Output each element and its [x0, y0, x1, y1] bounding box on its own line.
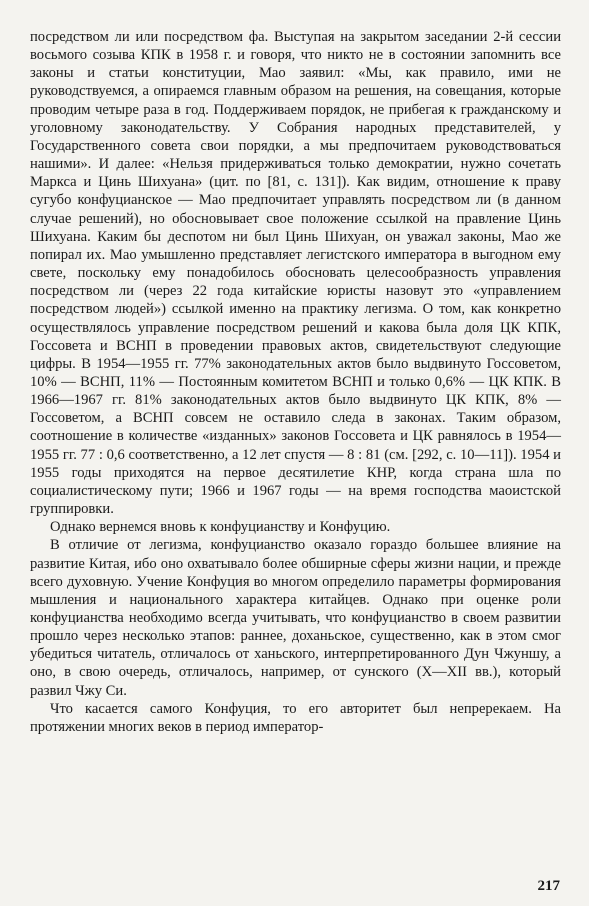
page-number: 217 [537, 878, 560, 894]
paragraph-confucianism-influence: В отличие от легизма, конфуцианство оказало гораздо большее влияние на развитие Китая, ибо оно охватывало более обширные сферы жизни нации, и прежде всего духовную. Учение Конфуция во многом определило параметры формирования мышления и национального характера китайцев. Однако при оценке роли конфуцианства необходимо всегда учитывать, что конфуцианство в своем развитии прошло через несколько этапов: раннее, доханьское, существенно, как в этом смог убедиться читатель, отличалось от ханьского, интерпретированного Дун Чжуншу, а оно, в свою очередь, отличалось, например, от сунского (X—XII вв.), который развил Чжу Си. [30, 537, 561, 699]
paragraph-confucius-authority: Что касается самого Конфуция, то его авторитет был непререкаем. На протяжении многих веков в период император- [30, 700, 561, 735]
paragraph-legism-law: посредством ли или посредством фа. Выступая на закрытом заседании 2-й сессии восьмого созыва КПК в 1958 г. и говоря, что никто не в состоянии запомнить все законы и статьи конституции, Мао заявил: «Мы, как правило, ими не руководствуемся, а опираемся главным образом на решения, на совещания, которые проводим четыре раза в год. Поддерживаем порядок, не прибегая к гражданскому и уголовному законодательству. У Собрания народных представителей, у Государственного совета свои порядки, а мы предпочитаем руководствоваться нашими». И далее: «Нельзя придерживаться только демократии, нужно сочетать Маркса и Цинь Шихуана» (цит. по [81, с. 131]). Как видим, отношение к праву сугубо конфуцианское — Мао предпочитает управлять посредством ли (в данном случае решений), но обосновывает свое положение ссылкой на правление Цинь Шихуана. Каким бы деспотом ни был Цинь Шихуан, он уважал законы, Мао же попирал их. Мао умышленно представляет легистского императора в выгодном ему свете, поскольку ему понадобилось обосновать целесообразность управления посредством ли (через 22 года китайские юристы назовут это «управлением посредством людей») ссылкой именно на практику легизма. О том, как конкретно осуществлялось управление посредством решений и какова была доля ЦК КПК, Госсовета и ВСНП в проведении правовых актов, свидетельствуют следующие цифры. В 1954—1955 гг. 77% законодательных актов было выдвинуто Госсоветом, 10% — ВСНП, 11% — Постоянным комитетом ВСНП и только 0,6% — ЦК КПК. В 1966—1967 гг. 81% законодательных актов было выдвинуто ЦК КПК, 8% — Госсоветом, а ВСНП совсем не оставило следа в законах. Таким образом, соотношение в количестве «изданных» законов Госсовета и ЦК равнялось в 1954—1955 гг. 77 : 0,6 соответственно, а 12 лет спустя — 8 : 81 (см. [292, с. 10—11]). 1954 и 1955 годы приходятся на первое десятилетие КНР, когда страна шла по социалистическому пути; 1966 и 1967 годы — на время господства маоистской группировки. [30, 29, 561, 518]
paragraph-return-to-confucianism: Однако вернемся вновь к конфуцианству и Конфуцию. [50, 519, 391, 536]
